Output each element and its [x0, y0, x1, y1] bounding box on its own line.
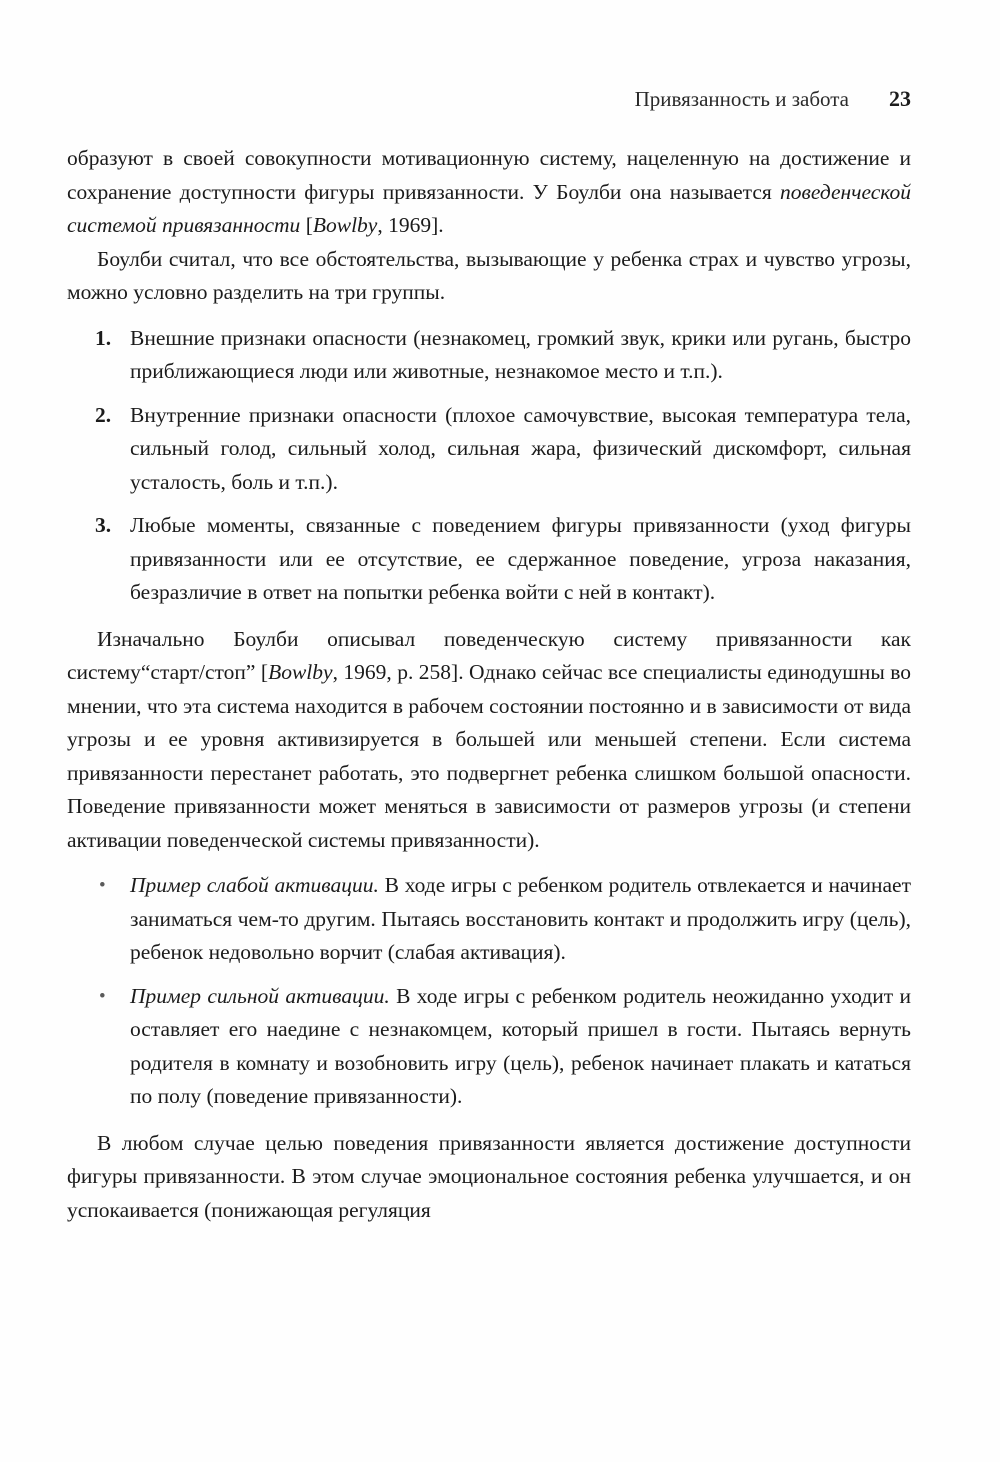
- danger-signs-list: [67, 322, 911, 610]
- bullet-icon: •: [99, 985, 106, 1007]
- list-number-3: 3.: [95, 513, 112, 537]
- bullet-item-weak-activation: [67, 869, 911, 970]
- list-number-1: 1.: [95, 325, 112, 350]
- term-attachment-system: поведенческой системой привязанности: [67, 179, 911, 237]
- running-title: Привязанность и забота: [634, 87, 849, 111]
- example-text: В ходе игры с ребенком родитель отвлекается и начинает заниматься чем-то другим. Пытаясь восстановить контакт и продолжить игру (цель), ребенок недовольно ворчит (слабая активация).: [130, 873, 911, 964]
- example-lead: Пример слабой активации.: [130, 873, 379, 897]
- paragraph-opening-text: образуют в своей совокупности мотивационную систему, нацеленную на достижение и сохранение доступности фигуры привязанности. У Боулби она называется: [67, 146, 911, 204]
- list-item-text: Внутренние признаки опасности (плохое самочувствие, высокая температура тела, сильный голод, сильный холод, сильная жара, физический дискомфорт, сильная усталость, боль и т.п.).: [130, 402, 911, 494]
- body-text: [67, 142, 911, 1227]
- list-item-text: Любые моменты, связанные с поведением фигуры привязанности (уход фигуры привязанности или ее отсутствие, ее сдержанное поведение, угроза наказания, безразличие в ответ на попытки ребенка войти с ней в контакт).: [130, 513, 911, 604]
- page-content: [67, 86, 911, 1227]
- bullet-item-strong-activation: [67, 980, 911, 1114]
- list-item-figure-behavior: [67, 509, 911, 610]
- page-number: 23: [889, 86, 911, 111]
- list-item-internal-signs: [67, 399, 911, 500]
- paragraph-start-stop: Изначально Боулби описывал поведенческую систему привязанности как систему“старт/стоп” [Bowlby, 1969, p. 258]. Однако сейчас все специалисты единодушны во мнении, что эта система находится в рабочем состоянии постоянно и в зависимости от вида угрозы и ее уровня активизируется в большей или меньшей степени. Если система привязанности перестанет работать, это подвергнет ребенка слишком большой опасности. Поведение привязанности может меняться в зависимости от размеров угрозы (и степени активации поведенческой системы привязанности).: [67, 626, 911, 852]
- paragraph-opening: образуют в своей совокупности мотивационную систему, нацеленную на достижение и сохранение доступности фигуры привязанности. У Боулби она называется поведенческой системой привязанности [Bowlby, 1969].: [67, 146, 911, 237]
- activation-examples-list: [67, 869, 911, 1114]
- list-item-external-signs: [67, 322, 911, 389]
- list-number-2: 2.: [95, 402, 112, 427]
- paragraph-three-groups: Боулби считал, что все обстоятельства, вызывающие у ребенка страх и чувство угрозы, можно условно разделить на три группы.: [67, 246, 911, 304]
- citation-author: Bowlby: [268, 660, 333, 684]
- example-text: В ходе игры с ребенком родитель неожиданно уходит и оставляет его наедине с незнакомцем, который пришел в гости. Пытаясь вернуть родителя в комнату и возобновить игру (цель), ребенок начинает плакать и кататься по полу (поведение привязанности).: [130, 983, 911, 1108]
- paragraph-conclusion: В любом случае целью поведения привязанности является достижение доступности фигуры привязанности. В этом случае эмоциональное состояния ребенка улучшается, и он успокаивается (понижающая регуляция: [67, 1130, 911, 1222]
- citation-author: Bowlby: [312, 213, 378, 237]
- bullet-icon: •: [99, 875, 106, 896]
- example-lead: Пример сильной активации.: [130, 983, 390, 1008]
- page-header: [67, 86, 911, 112]
- list-item-text: Внешние признаки опасности (незнакомец, громкий звук, крики или ругань, быстро приближающиеся люди или животные, незнакомое место и т.п.).: [130, 325, 911, 383]
